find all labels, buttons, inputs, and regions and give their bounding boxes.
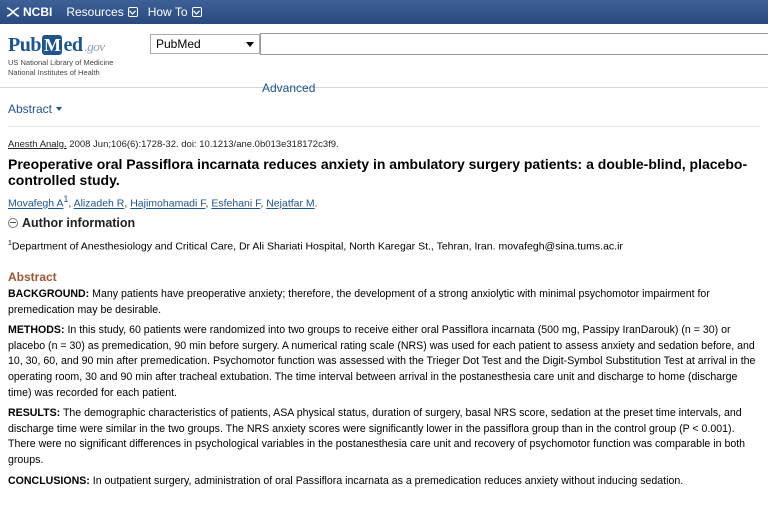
section-label: METHODS: [8,324,65,337]
ncbi-helix-icon [6,6,20,18]
logo-subtitle-1: US National Library of Medicine [8,58,114,67]
author-link[interactable]: Movafegh A [8,197,64,210]
logo-gov: .gov [84,39,105,54]
citation-details: 2008 Jun;106(6):1728-32. doi: 10.1213/ane.0b013e318172c3f9. [66,139,339,150]
database-select-value: PubMed [156,37,201,51]
affiliation-body: Department of Anesthesiology and Critical Care, Dr Ali Shariati Hospital, North Karegar St., Tehran, Iran. movafegh@sina.tums.ac.ir [11,240,623,252]
section-text: The demographic characteristics of patients, ASA physical status, duration of surgery, basal NRS score, sedation at the preset time intervals, and discharge time were similar in the two groups. The NRS anxiety scores were significantly lower in the passiflora group than in the control group (P < 0.001). There were no significant differences in psychological variables in the postanesthesia care unit and recovery of psychomotor function was comparable in both groups. [8,407,746,466]
abstract-background [8,287,760,318]
article-title: Preoperative oral Passiflora incarnata reduces anxiety in ambulatory surgery patients: a double-blind, placebo-controlled study. [8,156,748,188]
format-dropdown-label: Abstract [8,102,53,116]
how-to-menu-label: How To [147,5,188,19]
author-affiliation-ref[interactable]: 1 [63,194,69,204]
resources-menu-label: Resources [66,5,124,19]
collapse-icon [8,218,18,228]
pubmed-logo[interactable] [8,34,113,77]
search-header [0,24,768,96]
section-label: CONCLUSIONS: [8,474,90,487]
abstract-heading: Abstract [8,270,57,284]
format-dropdown[interactable] [8,102,760,116]
search-input[interactable] [260,33,768,55]
logo-ed: ed [63,34,83,56]
section-label: RESULTS: [8,407,61,420]
abstract-results [8,406,760,468]
author-list: Movafegh $A^1$, Alizadeh R, Hajimohamadi F, Esfehani F, Nejatfar M. [8,194,318,210]
main-content [0,88,768,489]
section-text: In outpatient surgery, administration of oral Passiflora incarnata as a premedication reduces anxiety without inducing sedation. [89,474,684,487]
citation-line [8,139,760,150]
logo-pub: Pub [8,34,41,56]
author-information-toggle[interactable] [8,216,760,230]
how-to-menu[interactable] [148,5,202,19]
abstract-conclusions [8,474,760,490]
ncbi-top-bar [0,0,768,24]
section-text: Many patients have preoperative anxiety; therefore, the development of a strong anxiolytic with minimal psychomotor impairment for premedication may be desirable. [8,288,710,316]
chevron-down-icon [128,7,138,17]
journal-link[interactable]: Anesth Analg. [8,139,67,150]
resources-menu[interactable] [66,5,137,19]
advanced-search-link[interactable]: Advanced [262,81,316,96]
affiliation-number: 1 [8,239,12,247]
section-label: BACKGROUND: [8,288,90,300]
abstract-methods [8,323,760,401]
affiliation-text [8,240,760,253]
chevron-down-icon [192,7,202,17]
caret-down-icon [56,107,62,111]
author-link[interactable]: Hajimohamadi F [130,197,206,210]
divider [8,126,760,127]
section-text: In this study, 60 patients were randomized into two groups to receive either oral Passiflora incarnata (500 mg, Passipy IranDarouk) (n = 30) or placebo (n = 30) as premedication, 90 min before surgery. A numerical rating scale (NRS) was used for each patient to assess anxiety and sedation before, and 10, 30, 60, and 90 min after premedication. Psychomotor function was assessed with the Trieger Dot Test and the Digit-Symbol Substitution Test at arrival in the operating room, 30 and 90 min after tracheal extubation. The time interval between arrival in the postanesthesia care unit and discharge to home (discharge time) was recorded for each patient. [8,324,756,399]
author-link[interactable]: Alizadeh R [73,197,125,210]
pubmed-wordmark [8,34,113,57]
logo-subtitle-2: National Institutes of Health [8,68,100,77]
author-information-heading: Author information [22,215,136,230]
dropdown-arrow-icon [246,42,254,47]
database-select[interactable] [150,34,260,54]
ncbi-logo-text: NCBI [23,5,53,19]
logo-m: M [43,35,61,55]
author-link[interactable]: Esfehani F [211,197,261,210]
ncbi-logo-link[interactable] [6,5,52,19]
author-link[interactable]: Nejatfar M [266,197,315,210]
